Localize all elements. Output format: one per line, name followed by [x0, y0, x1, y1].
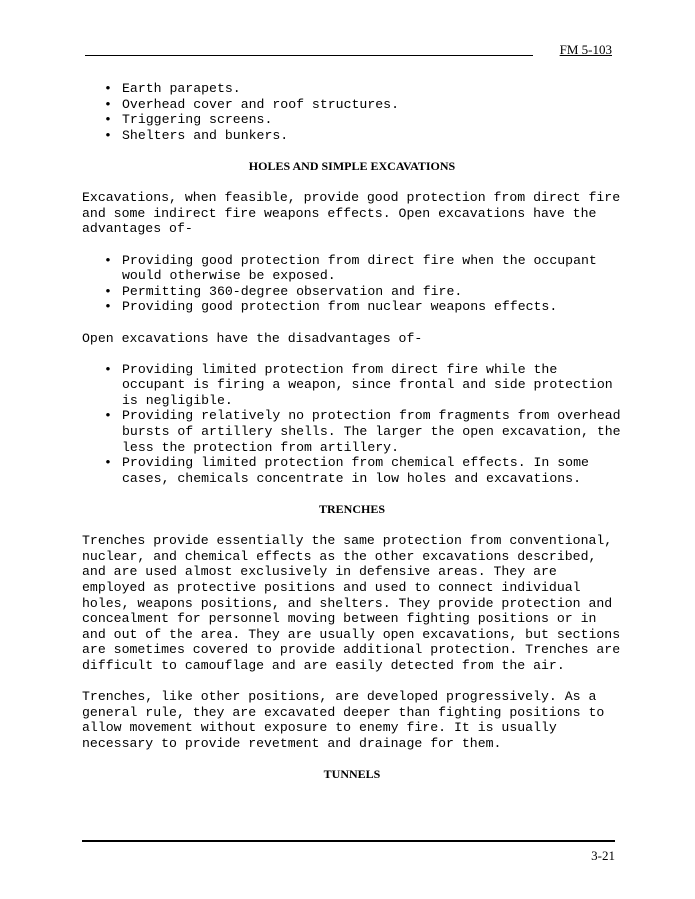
advantages-list: [82, 253, 622, 315]
list-item: • Providing limited protection from chemical effects. In some cases, chemicals concentrate in low holes and excavations.: [122, 455, 622, 486]
list-item: • Shelters and bunkers.: [122, 128, 622, 144]
list-item: • Triggering screens.: [122, 112, 622, 128]
footer-rule: [82, 840, 615, 842]
page-body: [82, 81, 622, 783]
list-item: • Providing good protection from nuclear weapons effects.: [122, 299, 622, 315]
disadvantages-list: [82, 362, 622, 487]
list-item: • Earth parapets.: [122, 81, 622, 97]
trenches-paragraph-1: Trenches provide essentially the same protection from conventional, nuclear, and chemical effects as the other excavations described, and are used almost exclusively in defensive areas. They are employed as protective positions and used to connect individual holes, weapons positions, and shelters. They provide protection and concealment for personnel moving between fighting positions or in and out of the area. They are usually open excavations, but sections are sometimes covered to provide additional protection. Trenches are difficult to camouflage and are easily detected from the air.: [82, 533, 621, 673]
list-item: • Providing good protection from direct fire when the occupant would otherwise be exposed.: [122, 253, 622, 284]
holes-intro-paragraph: Excavations, when feasible, provide good protection from direct fire and some indirect fire weapons effects. Open excavations have the advantages of-: [82, 190, 621, 237]
section-heading-holes: HOLES AND SIMPLE EXCAVATIONS: [248, 158, 456, 173]
page-number: 3-21: [591, 848, 615, 863]
list-item: • Overhead cover and roof structures.: [122, 97, 622, 113]
list-item: • Providing limited protection from direct fire while the occupant is firing a weapon, since frontal and side protection is negligible.: [122, 362, 622, 409]
page-header: [85, 40, 612, 60]
disadvantages-intro-paragraph: Open excavations have the disadvantages of-: [82, 330, 423, 346]
list-item: • Providing relatively no protection from fragments from overhead bursts of artillery shells. The larger the open excavation, the less the protection from artillery.: [122, 408, 622, 455]
section-heading-tunnels: TUNNELS: [323, 767, 381, 782]
document-id: FM 5-103: [559, 42, 612, 57]
trenches-paragraph-2: Trenches, like other positions, are developed progressively. As a general rule, they are excavated deeper than fighting positions to allow movement without exposure to enemy fire. It is usually necessary to provide revetment and drainage for them.: [82, 689, 605, 751]
list-item: • Permitting 360-degree observation and fire.: [122, 284, 622, 300]
section-heading-trenches: TRENCHES: [318, 502, 386, 517]
header-rule: [85, 55, 533, 56]
top-bullet-list: [82, 81, 622, 143]
